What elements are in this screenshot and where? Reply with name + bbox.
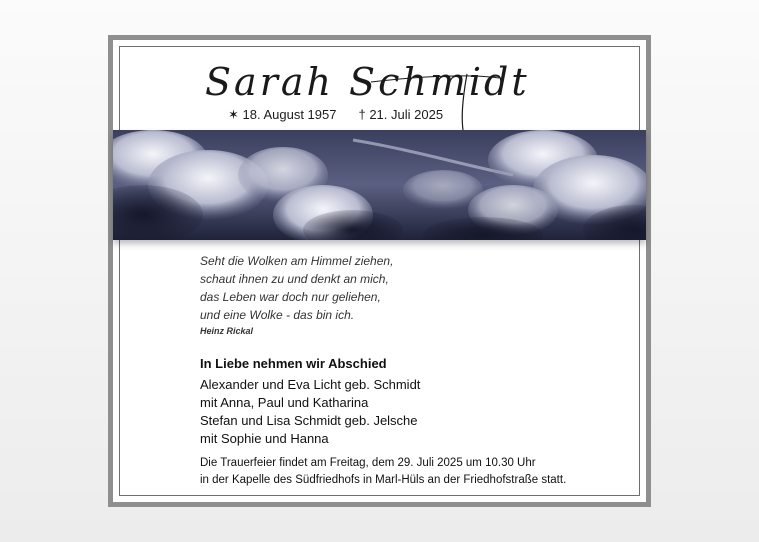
farewell-heading: In Liebe nehmen wir Abschied xyxy=(200,356,387,371)
poem-line: schaut ihnen zu und denkt an mich, xyxy=(200,272,389,286)
poem-line: und eine Wolke - das bin ich. xyxy=(200,308,355,322)
poem xyxy=(200,252,393,324)
mourner-line: Alexander und Eva Licht geb. Schmidt xyxy=(200,377,421,392)
birth-date: ✶ 18. August 1957 xyxy=(228,107,337,122)
mourner-line: mit Sophie und Hanna xyxy=(200,431,329,446)
mourner-line: Stefan und Lisa Schmidt geb. Jelsche xyxy=(200,413,418,428)
death-date: † 21. Juli 2025 xyxy=(358,107,444,122)
service-details xyxy=(200,455,566,489)
deceased-name: Sarah Schmidt xyxy=(205,60,530,104)
poem-author: Heinz Rickal xyxy=(200,326,254,336)
poem-line: das Leben war doch nur geliehen, xyxy=(200,290,381,304)
mourner-line: mit Anna, Paul und Katharina xyxy=(200,395,369,410)
life-dates xyxy=(228,107,443,123)
cloud-sky-image xyxy=(113,130,646,240)
service-line: Die Trauerfeier findet am Freitag, dem 29. Juli 2025 um 10.30 Uhr xyxy=(200,457,536,469)
poem-line: Seht die Wolken am Himmel ziehen, xyxy=(200,254,394,268)
mourners-list xyxy=(200,376,420,448)
service-line: in der Kapelle des Südfriedhofs in Marl-Hüls an der Friedhofstraße statt. xyxy=(200,474,567,486)
obituary-card xyxy=(108,35,651,507)
